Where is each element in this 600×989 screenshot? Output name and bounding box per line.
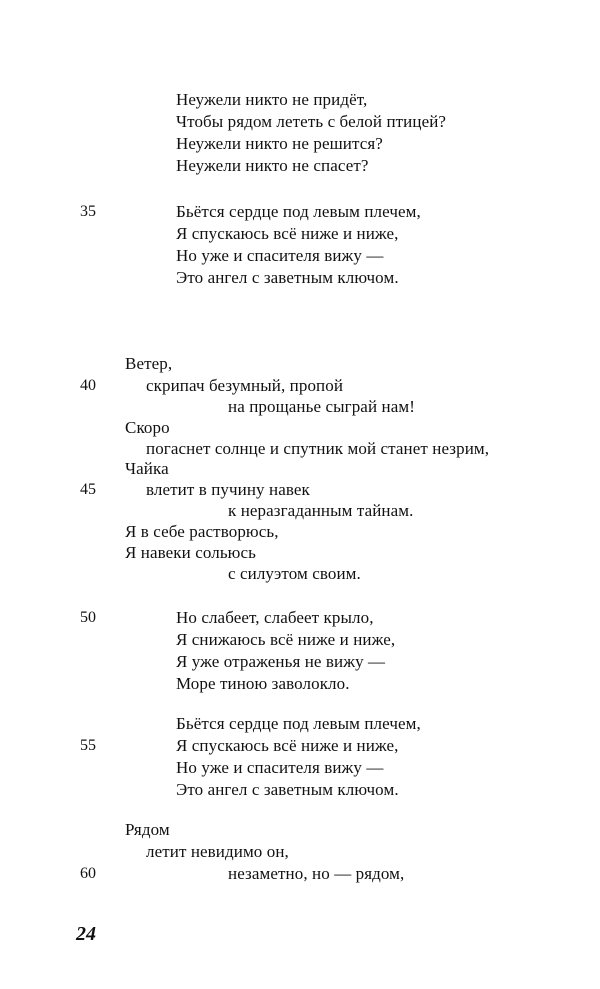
line-number: 50 — [80, 609, 96, 626]
verse-line: на прощанье сыграй нам! — [228, 397, 415, 416]
verse-line: к неразгаданным тайнам. — [228, 501, 414, 520]
verse-line: Это ангел с заветным ключом. — [176, 268, 399, 287]
page-number: 24 — [76, 923, 96, 945]
verse-line: Я в себе растворюсь, — [125, 522, 279, 541]
verse-line: Я снижаюсь всё ниже и ниже, — [176, 630, 396, 649]
verse-line: незаметно, но — рядом, — [228, 864, 405, 883]
verse-line: Это ангел с заветным ключом. — [176, 780, 399, 799]
verse-line: Бьётся сердце под левым плечем, — [176, 202, 421, 221]
verse-line: скрипач безумный, пропой — [146, 376, 344, 395]
verse-line: Рядом — [125, 820, 170, 839]
verse-line: Неужели никто не спасет? — [176, 156, 369, 175]
verse-line: влетит в пучину навек — [146, 480, 310, 499]
verse-line: Ветер, — [125, 354, 173, 373]
verse-line: Море тиною заволокло. — [176, 674, 350, 693]
verse-line: Но уже и спасителя вижу — — [176, 246, 384, 265]
line-number: 35 — [80, 203, 96, 220]
verse-line: Бьётся сердце под левым плечем, — [176, 714, 421, 733]
line-number: 40 — [80, 377, 96, 394]
verse-line: погаснет солнце и спутник мой станет незрим, — [146, 439, 490, 458]
verse-line: Неужели никто не придёт, — [176, 90, 368, 109]
verse-line: Но уже и спасителя вижу — — [176, 758, 384, 777]
verse-line: летит невидимо он, — [146, 842, 289, 861]
verse-line: Я навеки сольюсь — [125, 543, 256, 562]
verse-line: Чайка — [125, 459, 169, 478]
verse-line: Неужели никто не решится? — [176, 134, 383, 153]
line-number: 45 — [80, 481, 96, 498]
verse-line: Но слабеет, слабеет крыло, — [176, 608, 374, 627]
line-number: 60 — [80, 865, 96, 882]
verse-line: Скоро — [125, 418, 170, 437]
verse-line: Я спускаюсь всё ниже и ниже, — [176, 224, 399, 243]
verse-line: Чтобы рядом лететь с белой птицей? — [176, 112, 447, 131]
line-number: 55 — [80, 737, 96, 754]
verse-line: Я спускаюсь всё ниже и ниже, — [176, 736, 399, 755]
verse-line: Я уже отраженья не вижу — — [176, 652, 386, 671]
verse-line: с силуэтом своим. — [228, 564, 361, 583]
